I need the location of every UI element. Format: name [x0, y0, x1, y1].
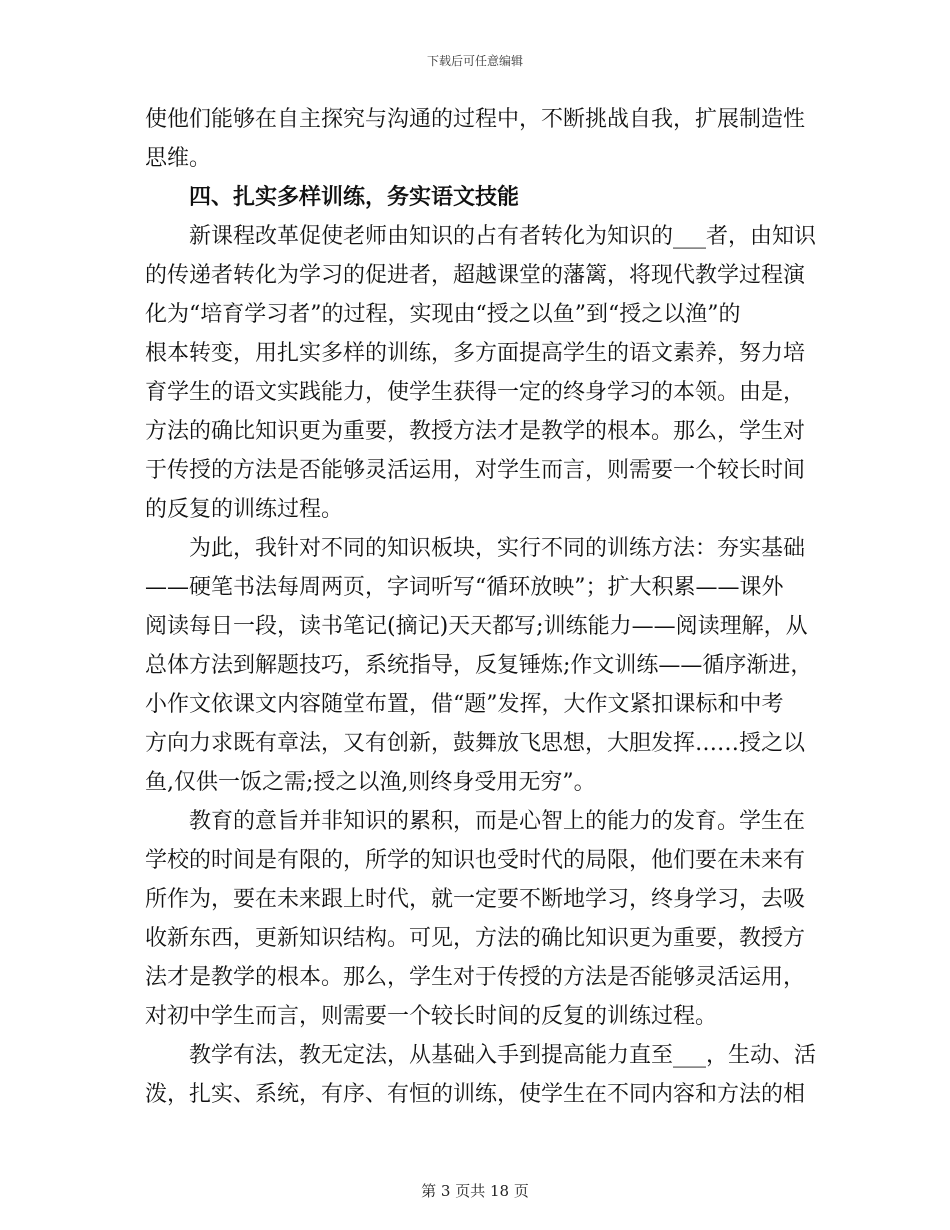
text-line: 方法的确比知识更为重要，教授方法才是教学的根本。那么，学生对 — [145, 419, 806, 444]
text-line: 为此，我针对不同的知识板块，实行不同的训练方法：夯实基础 — [145, 536, 806, 561]
text-line: 方向力求既有章法，又有创新，鼓舞放飞思想，大胆发挥……授之以 — [145, 731, 806, 756]
text-line: ——硬笔书法每周两页，字词听写“循环放映”；扩大积累——课外 — [145, 575, 784, 600]
text-line: 阅读每日一段，读书笔记(摘记)天天都写;训练能力——阅读理解，从 — [145, 614, 808, 639]
text-line: 教育的意旨并非知识的累积，而是心智上的能力的发育。学生在 — [145, 809, 806, 834]
text-line: 的反复的训练过程。 — [145, 497, 344, 522]
text-line: 泼，扎实、系统，有序、有恒的训练，使学生在不同内容和方法的相 — [145, 1082, 806, 1107]
text-line: 于传授的方法是否能够灵活运用，对学生而言，则需要一个较长时间 — [145, 458, 806, 483]
text-line: 教学有法，教无定法，从基础入手到提高能力直至___，生动、活 — [145, 1043, 817, 1068]
section-heading: 四、扎实多样训练，务实语文技能 — [145, 184, 520, 210]
text-line: 的传递者转化为学习的促进者，超越课堂的藩篱，将现代教学过程演 — [145, 263, 806, 288]
text-line: 根本转变，用扎实多样的训练，多方面提高学生的语文素养，努力培 — [145, 341, 806, 366]
text-line: 育学生的语文实践能力，使学生获得一定的终身学习的本领。由是， — [145, 380, 806, 405]
text-line: 小作文依课文内容随堂布置，借“题”发挥，大作文紧扣课标和中考 — [145, 692, 784, 717]
page-header: 下载后可任意编辑 — [426, 54, 523, 68]
text-line: 化为“培育学习者”的过程，实现由“授之以鱼”到“授之以渔”的 — [145, 302, 741, 327]
text-line: 鱼,仅供一饭之需;授之以渔,则终身受用无穷”。 — [145, 770, 596, 795]
text-line: 法才是教学的根本。那么，学生对于传授的方法是否能够灵活运用， — [145, 965, 806, 990]
document-body — [145, 100, 817, 1114]
text-line: 对初中学生而言，则需要一个较长时间的反复的训练过程。 — [145, 1004, 718, 1029]
text-line: 学校的时间是有限的，所学的知识也受时代的局限，他们要在未来有 — [145, 848, 806, 873]
text-line: 思维。 — [145, 146, 212, 171]
text-line: 所作为，要在未来跟上时代，就一定要不断地学习，终身学习，去吸 — [145, 887, 806, 912]
text-line: 新课程改革促使老师由知识的占有者转化为知识的___者，由知识 — [145, 224, 817, 249]
text-line: 使他们能够在自主探究与沟通的过程中，不断挑战自我，扩展制造性 — [145, 107, 806, 132]
text-line: 收新东西，更新知识结构。可见，方法的确比知识更为重要，教授方 — [145, 926, 806, 951]
text-line: 总体方法到解题技巧，系统指导，反复锤炼;作文训练——循序渐进， — [145, 653, 813, 678]
page-footer: 第 3 页共 18 页 — [421, 1182, 529, 1200]
